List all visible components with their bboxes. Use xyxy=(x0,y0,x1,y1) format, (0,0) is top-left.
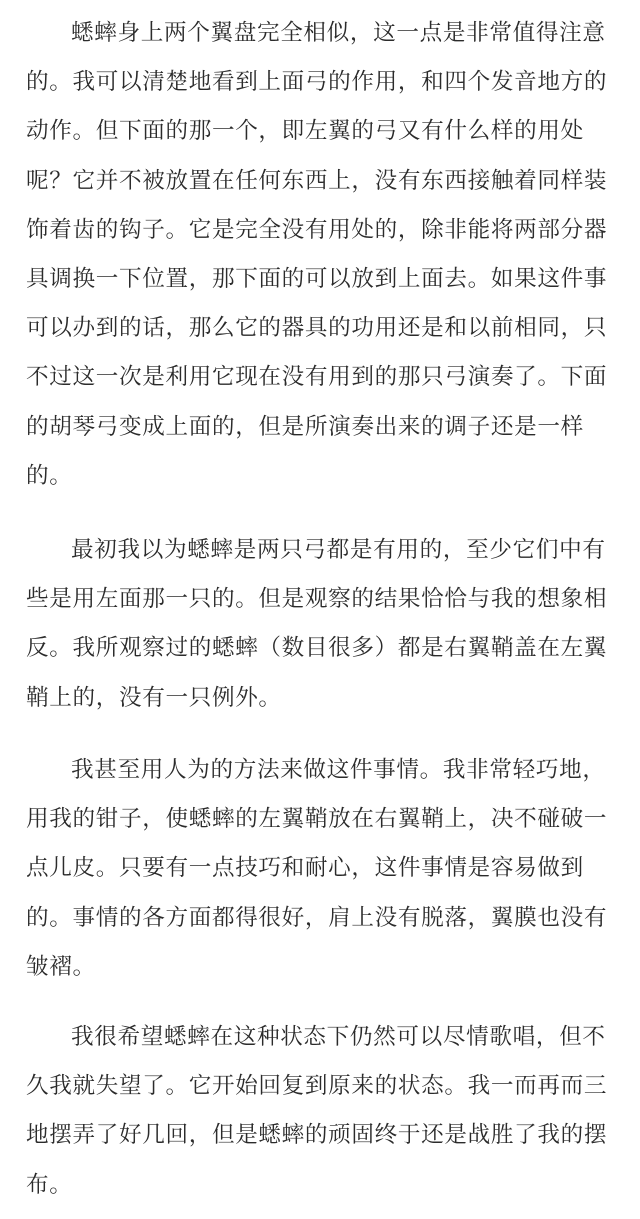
text-line: 的。 xyxy=(26,462,73,489)
text-line: 可以办到的话，那么它的器具的功用还是和以前相同，只 xyxy=(26,315,608,342)
text-line: 蟋蟀身上两个翼盘完全相似，这一点是非常值得注意 xyxy=(71,20,606,46)
text-line: 我甚至用人为的方法来做这件事情。我非常轻巧地， xyxy=(71,757,606,783)
text-line: 的。事情的各方面都得很好，肩上没有脱落，翼膜也没有 xyxy=(26,904,608,931)
text-line: 布。 xyxy=(26,1171,73,1198)
paragraph-3 xyxy=(26,746,626,992)
text-line: 的。我可以清楚地看到上面弓的作用，和四个发音地方的 xyxy=(26,69,608,96)
text-line: 最初我以为蟋蟀是两只弓都是有用的，至少它们中有 xyxy=(71,537,606,563)
text-line: 久我就失望了。它开始回复到原来的状态。我一而再而三 xyxy=(26,1073,608,1100)
text-line: 我很希望蟋蟀在这种状态下仍然可以尽情歌唱，但不 xyxy=(71,1024,606,1050)
text-line: 的胡琴弓变成上面的，但是所演奏出来的调子还是一样 xyxy=(26,413,584,440)
text-line: 用我的钳子，使蟋蟀的左翼鞘放在右翼鞘上，决不碰破一 xyxy=(26,806,608,833)
text-line: 饰着齿的钩子。它是完全没有用处的，除非能将两部分器 xyxy=(26,216,608,243)
paragraph-1 xyxy=(26,9,626,501)
text-line: 鞘上的，没有一只例外。 xyxy=(26,684,282,711)
text-line: 具调换一下位置，那下面的可以放到上面去。如果这件事 xyxy=(26,265,608,292)
text-line: 不过这一次是利用它现在没有用到的那只弓演奏了。下面 xyxy=(26,364,608,391)
text-line: 些是用左面那一只的。但是观察的结果恰恰与我的想象相 xyxy=(26,586,608,613)
text-line: 地摆弄了好几回，但是蟋蟀的顽固终于还是战胜了我的摆 xyxy=(26,1122,608,1149)
text-line: 皱褶。 xyxy=(26,953,96,980)
text-line: 反。我所观察过的蟋蟀（数目很多）都是右翼鞘盖在左翼 xyxy=(26,635,608,662)
paragraph-4 xyxy=(26,1013,626,1210)
text-line: 动作。但下面的那一个，即左翼的弓又有什么样的用处 xyxy=(26,118,584,145)
text-line: 呢？它并不被放置在任何东西上，没有东西接触着同样装 xyxy=(26,167,608,194)
text-line: 点儿皮。只要有一点技巧和耐心，这件事情是容易做到 xyxy=(26,855,584,882)
paragraph-2 xyxy=(26,526,626,723)
